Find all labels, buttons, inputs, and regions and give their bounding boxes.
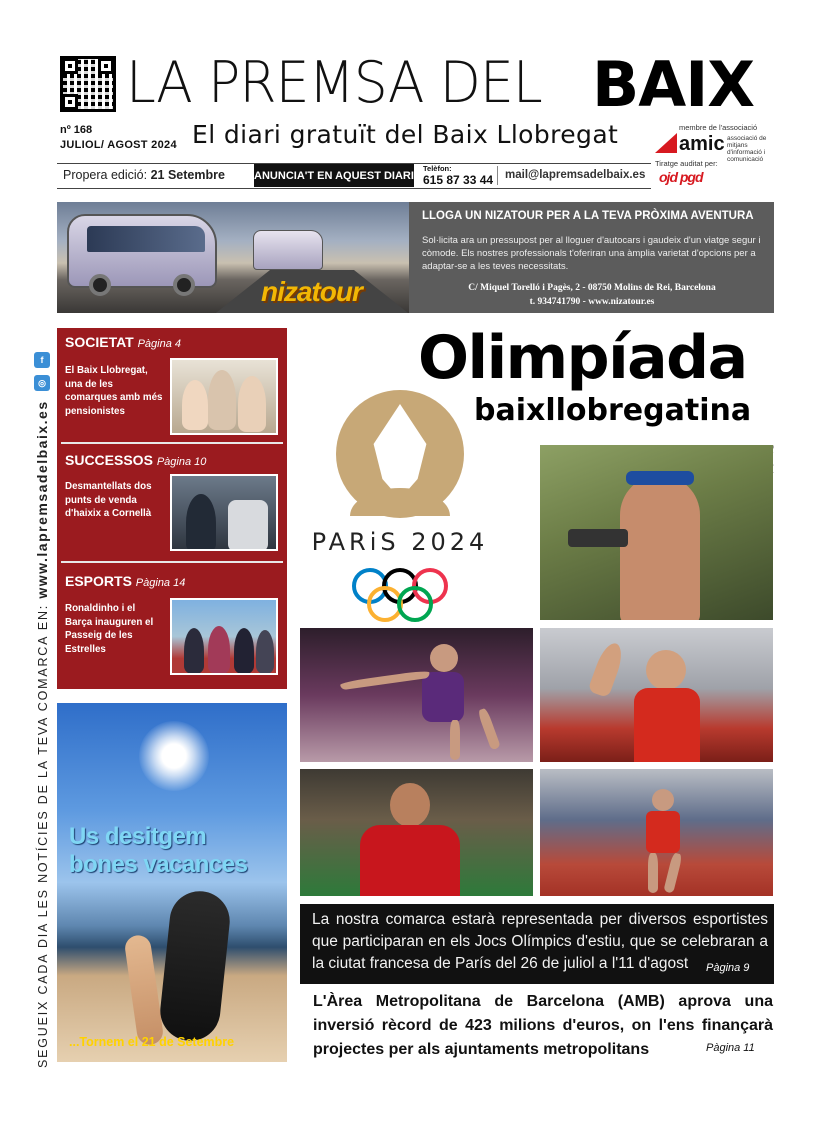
section-name: SOCIETAT (65, 334, 134, 350)
amic-badge (651, 123, 771, 185)
olympics-caption (300, 904, 774, 984)
tiratge-label: Tiratge auditat per: (655, 159, 718, 168)
footballer-photo (300, 769, 533, 896)
info-bar (57, 163, 651, 189)
paris-2024-logo (300, 390, 500, 622)
vacances-ad (57, 703, 287, 1062)
amb-headline[interactable]: L'Àrea Metropolitana de Barcelona (AMB) aprova una inversió rècord de 423 milions d'euros, on l'ens finançarà projectes per als ajuntaments metropolitans (313, 993, 773, 1058)
section-page: Pàgina 4 (137, 338, 182, 350)
section-text-esports[interactable]: Ronaldinho i el Barça inauguren el Passeig de les Estrelles (65, 603, 154, 655)
olympic-ring-green-icon (397, 586, 433, 622)
amb-page-ref[interactable]: Pàgina 11 (706, 1042, 755, 1054)
bus-small-icon (253, 230, 323, 270)
main-subheadline: baixllobregatina (474, 393, 752, 428)
amic-logo-icon (655, 133, 677, 153)
police-photo (170, 474, 278, 551)
caption-page-ref[interactable]: Pàgina 9 (706, 962, 750, 974)
side-promo-url[interactable]: www.lapremsadelbaix.es (34, 400, 50, 599)
masthead-title-light: LA PREMSA DEL (126, 50, 542, 116)
section-title-esports[interactable] (65, 573, 185, 589)
ojd-logo: ojd pgd (659, 169, 703, 185)
ad-contact[interactable]: t. 934741790 - www.nizatour.es (529, 297, 655, 307)
next-edition-label: Propera edició: (63, 168, 148, 182)
sections-column (57, 328, 287, 689)
next-edition (63, 168, 225, 182)
caption-text: La nostra comarca estarà representada per diversos esportistes que participaran en els Jocs Olímpics d'estiu, que se celebraran a la ciutat francesa de París del 26 de juliol a l'11 d'agost (312, 911, 768, 972)
section-text-societat[interactable]: El Baix Llobregat, una de les comarques amb més pensionistes (65, 365, 163, 417)
section-name: SUCCESSOS (65, 452, 153, 468)
ronaldinho-photo (170, 598, 278, 675)
ad-address: C/ Miquel Torelló i Pagès, 2 - 08750 Molins de Rei, Barcelona (468, 283, 716, 293)
ad-photo-bus (57, 202, 409, 313)
phone-label: Telèfon: (423, 164, 452, 173)
issue-number: nº 168 (60, 124, 93, 136)
divider (497, 166, 498, 185)
section-title-societat[interactable] (65, 334, 181, 350)
ad-text-panel (409, 202, 774, 313)
amic-description: associació de mitjans d'informació i comunicació (727, 135, 767, 163)
sun-icon (139, 721, 209, 791)
sandal-icon (157, 888, 232, 1043)
instagram-icon[interactable]: ◎ (34, 375, 50, 391)
athlete-flexing-photo (540, 628, 773, 762)
vacances-title-line-2: bones vacances (69, 851, 248, 878)
section-page: Pàgina 10 (156, 456, 207, 468)
nizatour-ad[interactable] (57, 202, 774, 313)
issue-date: JULIOL/ AGOST 2024 (60, 139, 177, 151)
section-text-successos[interactable]: Desmantellats dos punts de venda d'haixix a Cornellà (65, 481, 152, 519)
pensioners-photo (170, 358, 278, 435)
facebook-icon[interactable]: f (34, 352, 50, 368)
pentathlon-photo (540, 445, 773, 620)
tagline: El diari gratuït del Baix Llobregat (192, 120, 619, 149)
amic-member-label: membre de l'associació (679, 123, 758, 132)
masthead-title-bold: BAIX (592, 48, 755, 121)
ad-body: Sol·licita ara un pressupost per al lloguer d'autocars i gaudeix d'un viatge segur i còmode. Els nostres professionals t'oferiran una àmplia varietat d'opcions per a adaptar-se a les teves necessitats. (422, 235, 761, 272)
section-title-successos[interactable] (65, 452, 206, 468)
section-divider (61, 442, 283, 444)
email-link[interactable]: mail@lapremsadelbaix.es (505, 169, 646, 181)
amic-name: amic (679, 133, 725, 155)
section-divider (61, 561, 283, 563)
advertise-button[interactable]: ANUNCIA'T EN AQUEST DIARI (254, 164, 414, 187)
section-name: ESPORTS (65, 573, 132, 589)
vacances-footer: ...Tornem el 21 de Setembre (69, 1035, 235, 1049)
side-promo-text (34, 400, 50, 1068)
next-edition-date: 21 Setembre (150, 168, 225, 182)
runner-photo (540, 769, 773, 896)
nizatour-logo: nizatour (261, 276, 362, 307)
bus-icon (67, 214, 217, 288)
qr-code (60, 56, 116, 112)
paris-logo-text: PARiS 2024 (311, 528, 489, 556)
foot-left-icon (123, 934, 164, 1047)
side-promo-prefix: SEGUEIX CADA DIA LES NOTÍCIES DE LA TEVA COMARCA EN: (36, 603, 50, 1068)
phone-number[interactable]: 615 87 33 44 (423, 173, 494, 187)
vacances-title (69, 823, 247, 879)
ad-headline: LLOGA UN NIZATOUR PER A LA TEVA PRÒXIMA AVENTURA (422, 210, 754, 222)
main-headline: Olimpíada (418, 323, 747, 393)
section-page: Pàgina 14 (135, 577, 186, 589)
gymnast-photo (300, 628, 533, 762)
vacances-title-line-1: Us desitgem (69, 823, 207, 850)
